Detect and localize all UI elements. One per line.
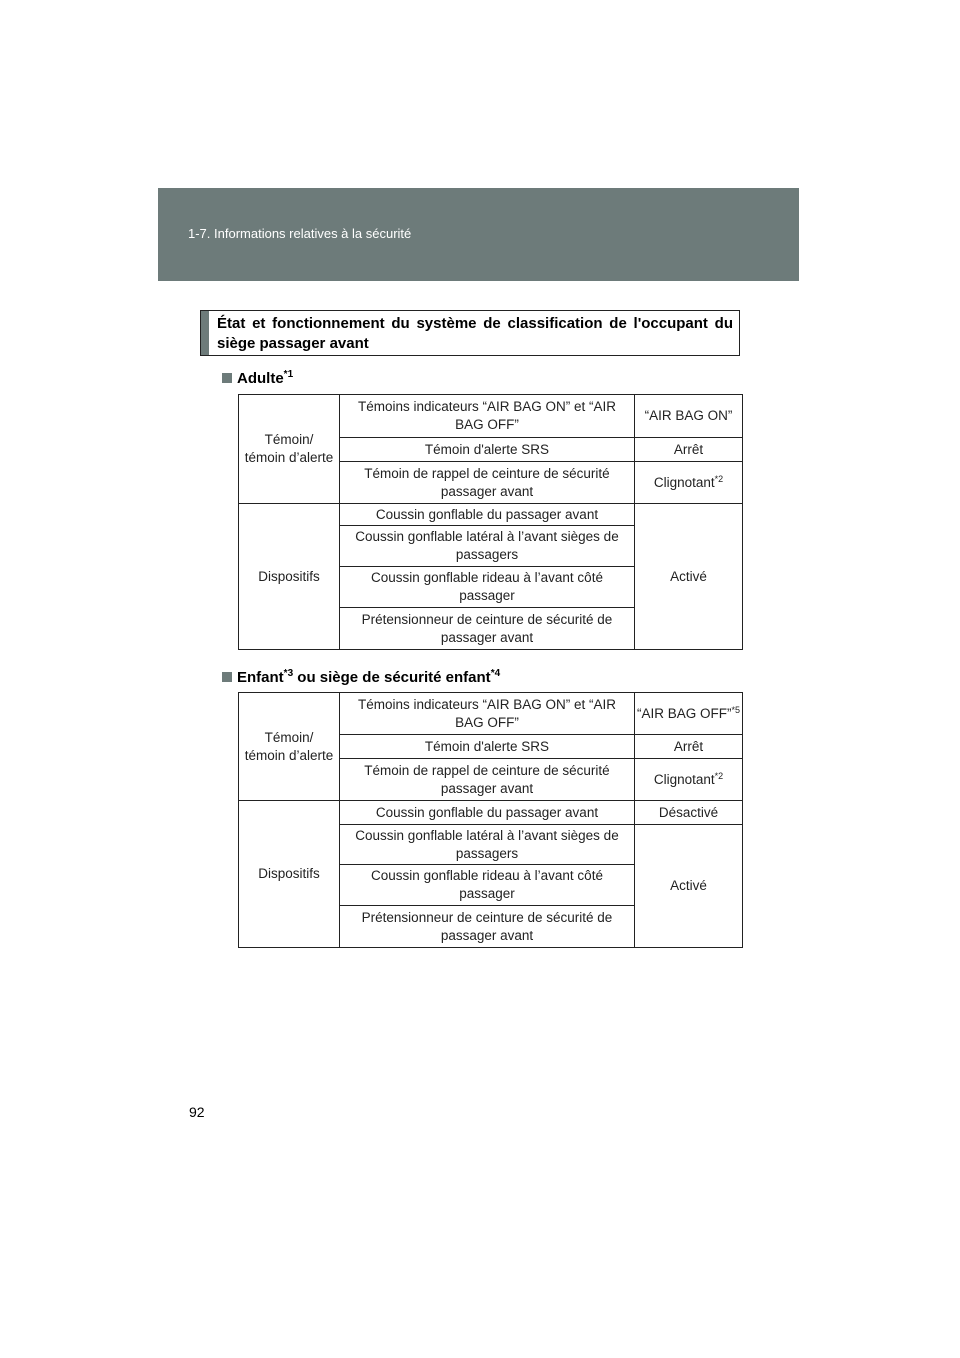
child-status-table [238, 692, 743, 948]
child-subheading [222, 669, 500, 686]
device-item: Prétensionneur de ceinture de sécurité de passager avant [340, 608, 635, 650]
indicator-item: Témoin d'alerte SRS [340, 735, 635, 759]
table-row [239, 693, 743, 735]
indicator-item: Témoins indicateurs “AIR BAG ON” et “AIR BAG OFF” [340, 395, 635, 438]
chapter-header-band [158, 188, 799, 281]
device-item: Prétensionneur de ceinture de sécurité de passager avant [340, 906, 635, 948]
section-title-box [200, 310, 740, 356]
indicator-item: Témoin d'alerte SRS [340, 438, 635, 462]
indicator-group-label: Témoin/ témoin d’alerte [239, 693, 340, 801]
indicator-item: Témoins indicateurs “AIR BAG ON” et “AIR BAG OFF” [340, 693, 635, 735]
device-state: Désactivé [635, 801, 743, 825]
device-item: Coussin gonflable latéral à l’avant sièges de passagers [340, 825, 635, 865]
table-row [239, 395, 743, 438]
child-heading-text-b: ou siège de sécurité enfant [293, 669, 491, 686]
devices-state: Activé [635, 825, 743, 948]
adult-heading-text: Adulte [237, 370, 284, 387]
child-heading-footnote-a: *3 [283, 668, 294, 679]
indicator-state: Arrêt [635, 735, 743, 759]
table-row [239, 801, 743, 825]
indicator-state-footnote: *2 [714, 473, 724, 484]
table-row [239, 504, 743, 526]
device-item: Coussin gonflable rideau à l’avant côté passager [340, 865, 635, 906]
adult-status-table [238, 394, 743, 650]
page-number: 92 [189, 1104, 205, 1120]
square-bullet-icon [222, 373, 232, 383]
section-title: État et fonctionnement du système de classification de l'occupant du siège passager avant [217, 315, 733, 352]
adult-subheading [222, 370, 293, 387]
child-heading-text-a: Enfant [237, 669, 284, 686]
adult-heading-footnote: *1 [283, 369, 294, 380]
device-item: Coussin gonflable du passager avant [340, 801, 635, 825]
devices-group-label: Dispositifs [239, 504, 340, 650]
devices-state: Activé [635, 504, 743, 650]
indicator-state: “AIR BAG ON” [635, 395, 743, 438]
indicator-state [635, 693, 743, 735]
indicator-state: Arrêt [635, 438, 743, 462]
indicator-state [635, 759, 743, 801]
indicator-item: Témoin de rappel de ceinture de sécurité passager avant [340, 462, 635, 504]
indicator-state-footnote: *2 [714, 770, 724, 781]
indicator-item: Témoin de rappel de ceinture de sécurité passager avant [340, 759, 635, 801]
device-item: Coussin gonflable du passager avant [340, 504, 635, 526]
device-item: Coussin gonflable rideau à l’avant côté passager [340, 567, 635, 608]
device-item: Coussin gonflable latéral à l’avant sièges de passagers [340, 526, 635, 567]
child-heading-footnote-b: *4 [490, 668, 501, 679]
indicator-group-label: Témoin/ témoin d’alerte [239, 395, 340, 504]
indicator-state-text: Clignotant [653, 771, 715, 787]
indicator-state-footnote: *5 [731, 704, 741, 715]
section-title-accent-bar [201, 311, 209, 355]
indicator-state-text: Clignotant [653, 474, 715, 490]
devices-group-label: Dispositifs [239, 801, 340, 948]
indicator-state [635, 462, 743, 504]
square-bullet-icon [222, 672, 232, 682]
chapter-section-label: 1-7. Informations relatives à la sécurité [188, 226, 412, 241]
indicator-state-text: “AIR BAG OFF” [637, 705, 732, 721]
